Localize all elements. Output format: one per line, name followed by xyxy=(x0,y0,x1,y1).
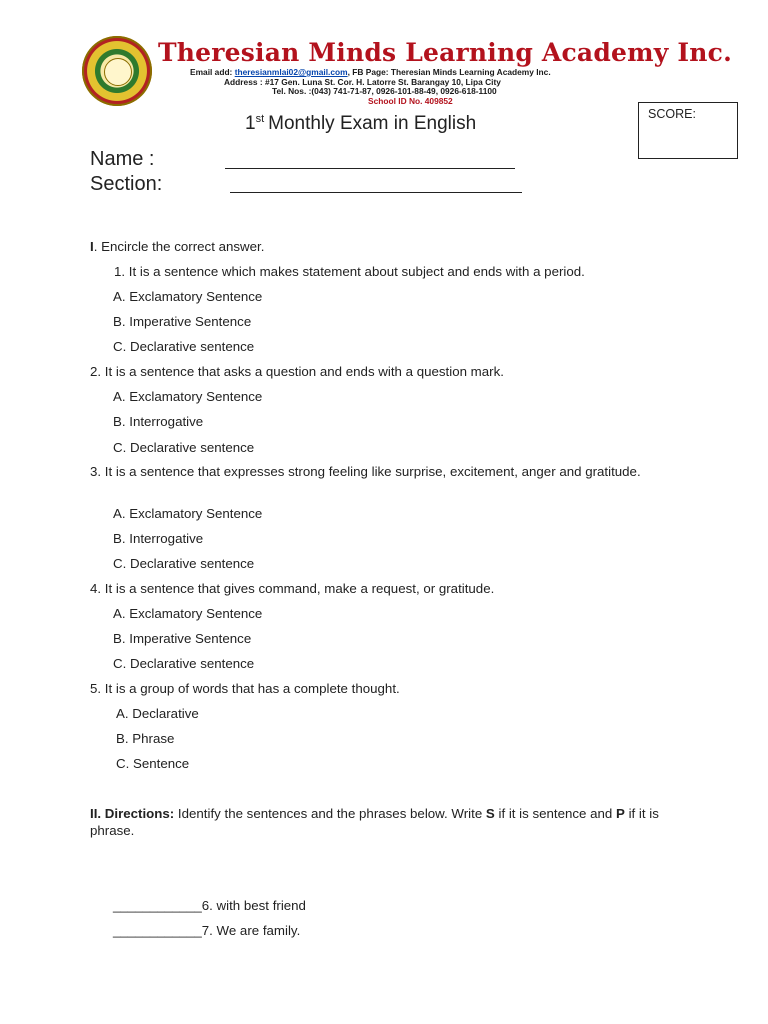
directions-text-2: if it is sentence and xyxy=(494,806,617,821)
section-field[interactable] xyxy=(230,192,522,193)
sentence-letter: S xyxy=(485,806,495,821)
q1-option-a[interactable]: A. Exclamatory Sentence xyxy=(113,289,263,304)
phrase-letter: P xyxy=(616,806,625,821)
title-ordinal: 1 xyxy=(245,113,256,134)
item-6[interactable]: ____________6. with best friend xyxy=(113,898,306,913)
directions-text-3: if it is phrase. xyxy=(90,806,659,838)
score-label: SCORE: xyxy=(648,107,696,121)
score-box[interactable] xyxy=(638,102,738,159)
title-superscript: st xyxy=(255,113,265,125)
directions-label: II. Directions: xyxy=(90,806,175,821)
directions-text-1: Identify the sentences and the phrases below. Write xyxy=(174,806,486,821)
part1-heading xyxy=(90,238,264,255)
email-label: Email add: xyxy=(190,67,233,77)
question-2: 2. It is a sentence that asks a question and ends with a question mark. xyxy=(90,364,504,379)
q4-option-b[interactable]: B. Imperative Sentence xyxy=(113,631,252,646)
school-logo xyxy=(82,36,152,106)
question-3: 3. It is a sentence that expresses strong feeling like surprise, excitement, anger and gratitude. xyxy=(90,464,641,479)
question-5: 5. It is a group of words that has a complete thought. xyxy=(90,681,400,696)
tel-line: Tel. Nos. :(043) 741-71-87, 0926-101-88-49, 0926-618-1100 xyxy=(272,86,497,96)
q5-option-a[interactable]: A. Declarative xyxy=(116,706,199,721)
logo-emblem xyxy=(104,58,132,86)
q2-option-a[interactable]: A. Exclamatory Sentence xyxy=(113,389,263,404)
q4-option-a[interactable]: A. Exclamatory Sentence xyxy=(113,606,263,621)
fb-page: , FB Page: Theresian Minds Learning Academy Inc. xyxy=(347,67,551,77)
school-id: School ID No. 409852 xyxy=(368,96,453,106)
q3-option-b[interactable]: B. Interrogative xyxy=(113,531,204,546)
q1-option-b[interactable]: B. Imperative Sentence xyxy=(113,314,252,329)
q1-option-c[interactable]: C. Declarative sentence xyxy=(113,339,255,354)
q3-option-c[interactable]: C. Declarative sentence xyxy=(113,556,255,571)
part1-number: I xyxy=(90,239,94,254)
exam-title xyxy=(245,113,476,135)
email-line xyxy=(190,67,551,77)
name-field[interactable] xyxy=(225,168,515,169)
q2-option-c[interactable]: C. Declarative sentence xyxy=(113,440,255,455)
q5-option-b[interactable]: B. Phrase xyxy=(116,731,175,746)
school-name: Theresian Minds Learning Academy Inc. xyxy=(158,38,732,67)
q5-option-c[interactable]: C. Sentence xyxy=(116,756,190,771)
name-label: Name : xyxy=(90,148,155,170)
part1-text: . Encircle the correct answer. xyxy=(93,239,265,254)
email-link[interactable]: theresianmlai02@gmail.com xyxy=(234,67,348,77)
q3-option-a[interactable]: A. Exclamatory Sentence xyxy=(113,506,263,521)
question-1: 1. It is a sentence which makes statement about subject and ends with a period. xyxy=(114,264,585,279)
address-line: Address : #17 Gen. Luna St. Cor. H. Latorre St. Barangay 10, Lipa City xyxy=(224,77,501,87)
item-7[interactable]: ____________7. We are family. xyxy=(113,923,301,938)
q4-option-c[interactable]: C. Declarative sentence xyxy=(113,656,255,671)
question-4: 4. It is a sentence that gives command, make a request, or gratitude. xyxy=(90,581,495,596)
title-text: Monthly Exam in English xyxy=(268,113,477,134)
q2-option-b[interactable]: B. Interrogative xyxy=(113,414,204,429)
section-label: Section: xyxy=(90,173,163,195)
part2-directions xyxy=(90,805,660,839)
